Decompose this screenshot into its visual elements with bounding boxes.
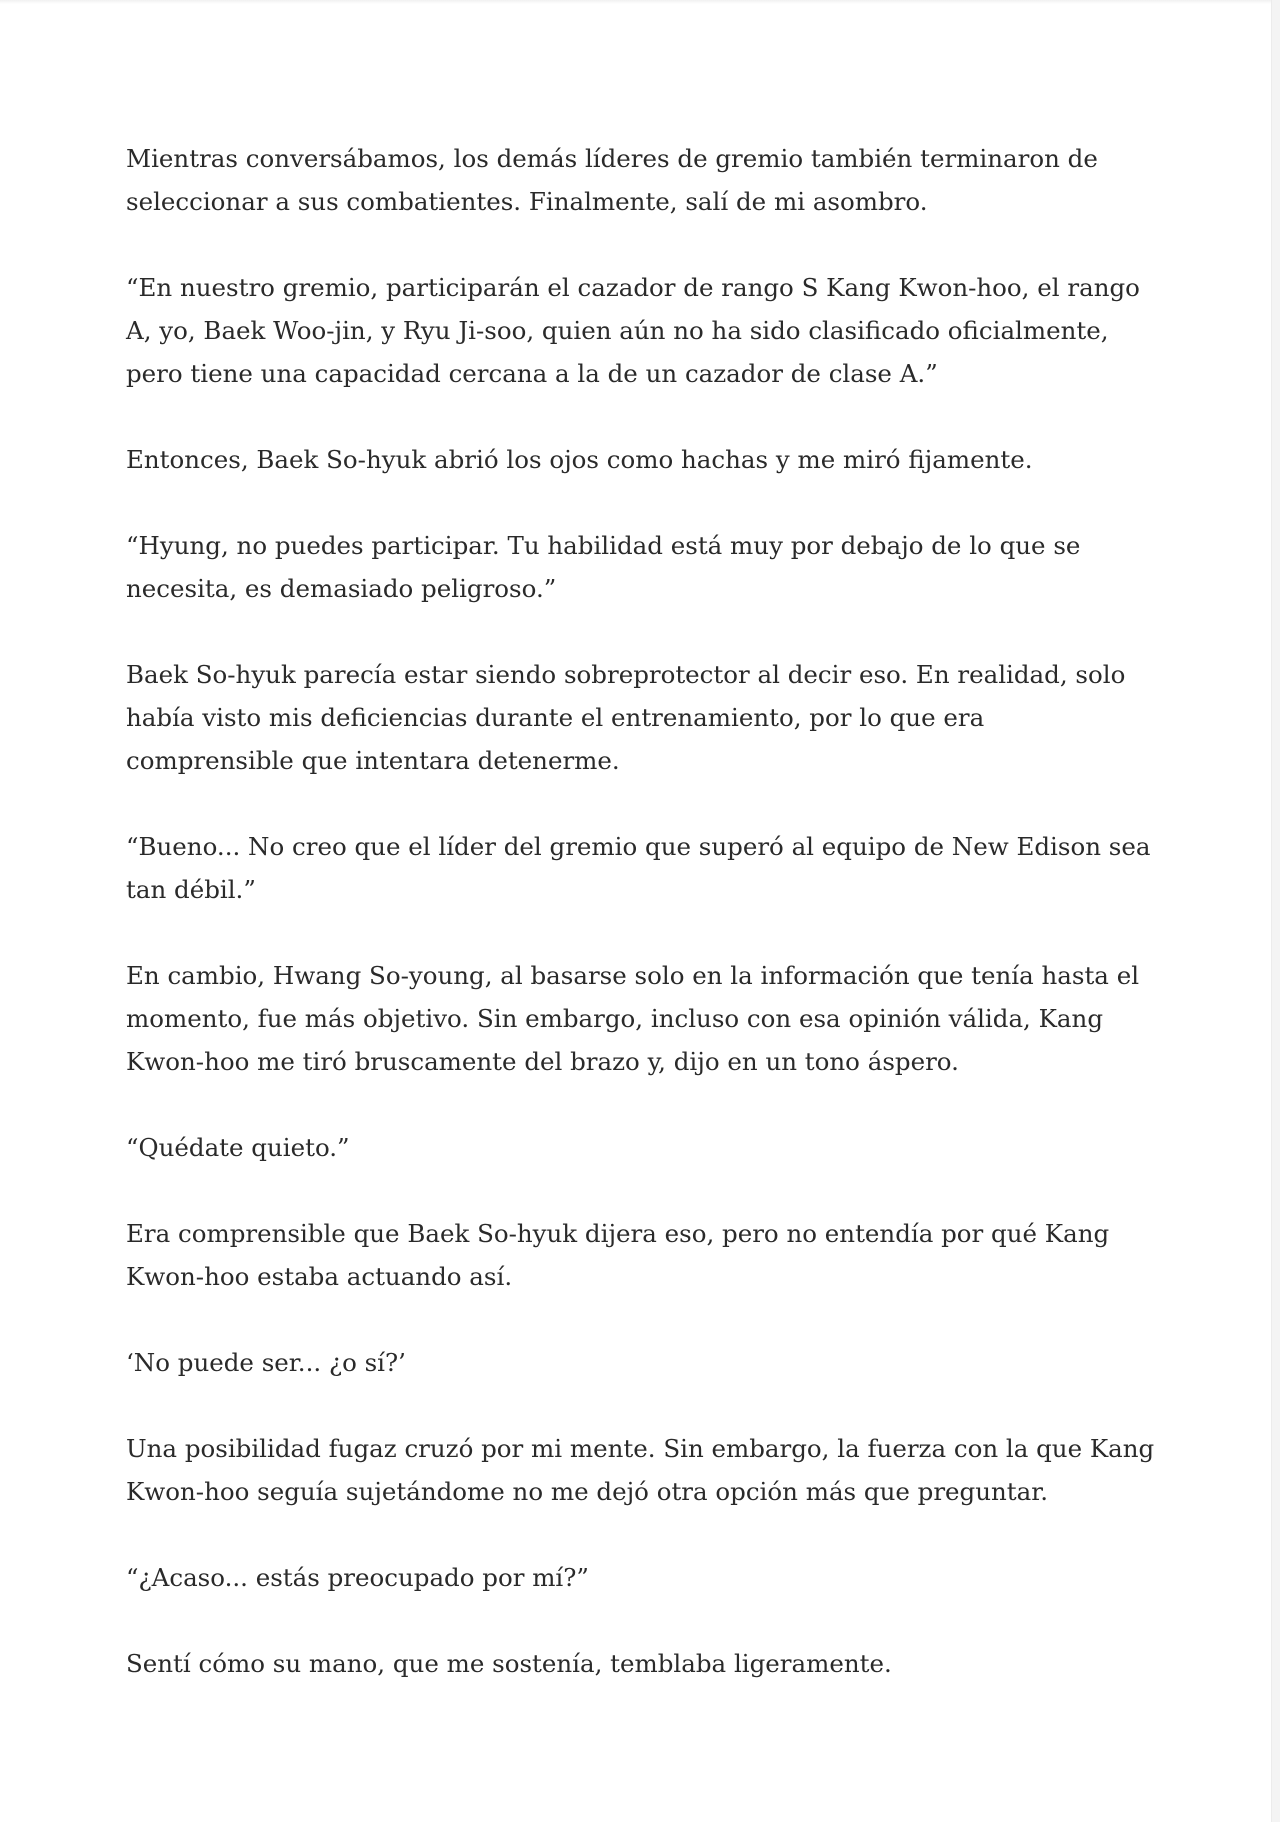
paragraph: Era comprensible que Baek So-hyuk dijera eso, pero no entendía por qué Kang Kwon-hoo estaba actuando así.: [126, 1219, 1110, 1291]
paragraph: Entonces, Baek So-hyuk abrió los ojos como hachas y me miró fijamente.: [126, 445, 1033, 474]
paragraph: “Bueno... No creo que el líder del gremio que superó al equipo de New Edison sea tan débil.”: [126, 832, 1151, 904]
paragraph: “Quédate quieto.”: [126, 1133, 350, 1162]
paragraph: Baek So-hyuk parecía estar siendo sobreprotector al decir eso. En realidad, solo había visto mis deficiencias durante el entrenamiento, por lo que era comprensible que intentara detenerme.: [126, 660, 1126, 775]
paragraph: Mientras conversábamos, los demás líderes de gremio también terminaron de seleccionar a sus combatientes. Finalmente, salí de mi asombro.: [126, 144, 1098, 216]
paragraph: En cambio, Hwang So-young, al basarse solo en la información que tenía hasta el momento, fue más objetivo. Sin embargo, incluso con esa opinión válida, Kang Kwon-hoo me tiró bruscamente del brazo y, dijo en un tono áspero.: [126, 961, 1140, 1076]
paragraph: ‘No puede ser... ¿o sí?’: [126, 1348, 406, 1377]
paragraph: “¿Acaso... estás preocupado por mí?”: [126, 1563, 589, 1592]
paragraph: “En nuestro gremio, participarán el cazador de rango S Kang Kwon-hoo, el rango A, yo, Baek Woo-jin, y Ryu Ji-soo, quien aún no ha sido clasificado oficialmente, pero tiene una capacidad cercana a la de un cazador de clase A.”: [126, 273, 1140, 388]
page-right-edge: [1271, 0, 1280, 1822]
document-body: [126, 137, 1156, 1728]
paragraph: Sentí cómo su mano, que me sostenía, temblaba ligeramente.: [126, 1649, 892, 1678]
top-edge-shadow: [0, 0, 1280, 4]
paragraph: “Hyung, no puedes participar. Tu habilidad está muy por debajo de lo que se necesita, es demasiado peligroso.”: [126, 531, 1081, 603]
paragraph: Una posibilidad fugaz cruzó por mi mente. Sin embargo, la fuerza con la que Kang Kwon-hoo seguía sujetándome no me dejó otra opción más que preguntar.: [126, 1434, 1155, 1506]
